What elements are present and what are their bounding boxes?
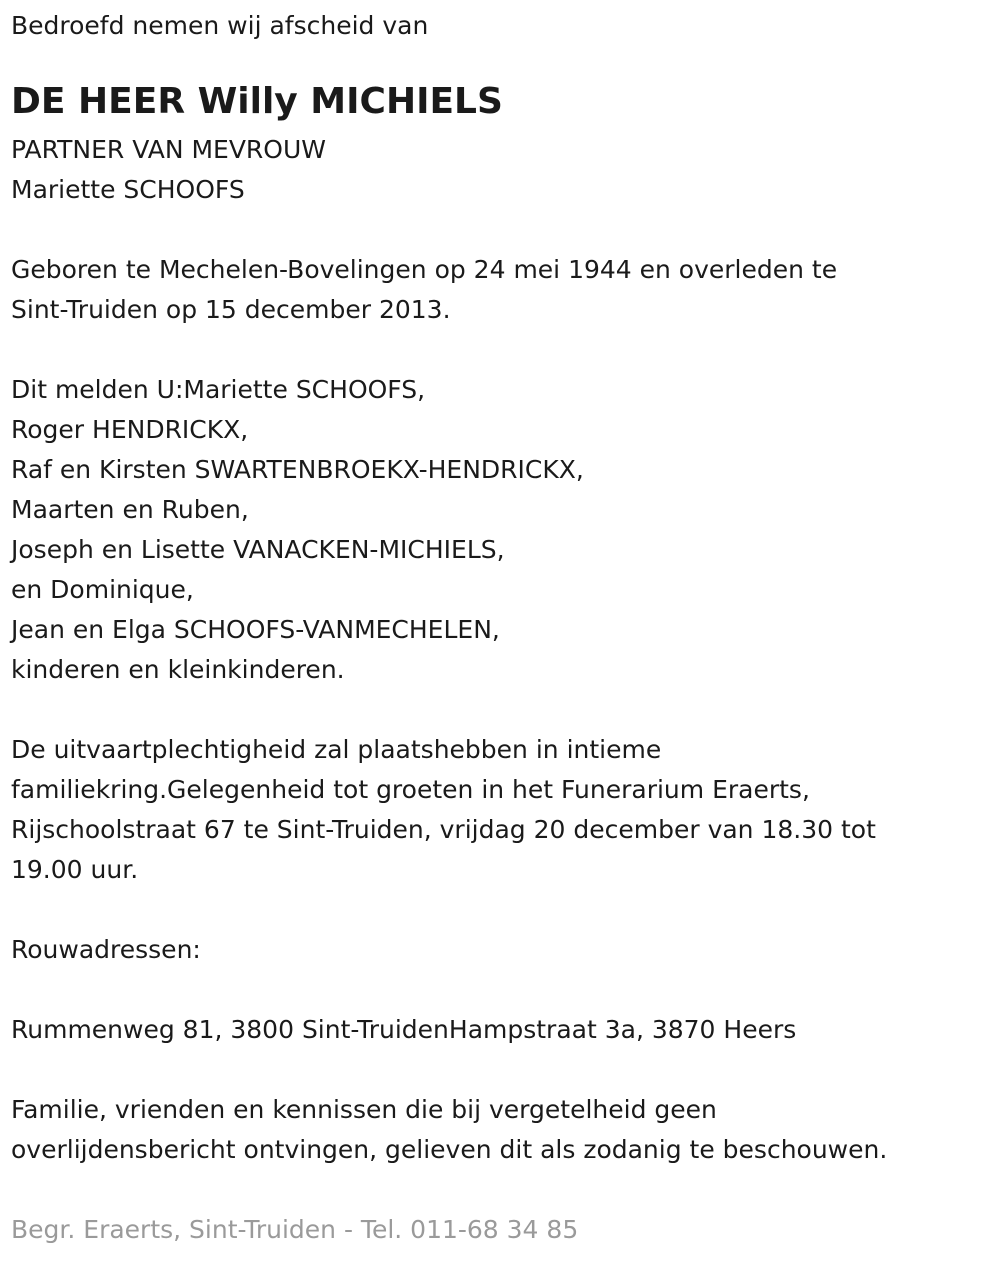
deceased-name: DE HEER Willy MICHIELS	[11, 81, 503, 122]
birth-death-line: Geboren te Mechelen-Bovelingen op 24 mei 1944 en overleden te	[11, 255, 838, 284]
announcers-block	[11, 370, 986, 690]
announcer-line: Maarten en Ruben,	[11, 495, 249, 524]
announcer-line: kinderen en kleinkinderen.	[11, 655, 345, 684]
partner-line: Mariette SCHOOFS	[11, 175, 245, 204]
partner-block	[11, 130, 986, 210]
spacer	[11, 690, 986, 730]
spacer	[11, 1170, 986, 1210]
ceremony-block	[11, 730, 986, 890]
notice-line: overlijdensbericht ontvingen, gelieven dit als zodanig te beschouwen.	[11, 1135, 888, 1164]
ceremony-line: familiekring.Gelegenheid tot groeten in het Funerarium Eraerts,	[11, 775, 810, 804]
mourning-heading: Rouwadressen:	[11, 935, 201, 964]
announcer-line: en Dominique,	[11, 575, 194, 604]
ceremony-line: De uitvaartplechtigheid zal plaatshebben in intieme	[11, 735, 662, 764]
obituary-document	[11, 0, 986, 1250]
birth-death-block	[11, 250, 986, 330]
intro-text: Bedroefd nemen wij afscheid van	[11, 11, 429, 40]
birth-death-line: Sint-Truiden op 15 december 2013.	[11, 295, 451, 324]
announcer-line: Jean en Elga SCHOOFS-VANMECHELEN,	[11, 615, 500, 644]
spacer	[11, 890, 986, 930]
ceremony-line: Rijschoolstraat 67 te Sint-Truiden, vrijdag 20 december van 18.30 tot	[11, 815, 876, 844]
spacer	[11, 330, 986, 370]
funeral-home-footer: Begr. Eraerts, Sint-Truiden - Tel. 011-68 34 85	[11, 1215, 579, 1244]
spacer	[11, 1050, 986, 1090]
announcer-line: Dit melden U:Mariette SCHOOFS,	[11, 375, 426, 404]
spacer	[11, 210, 986, 250]
announcer-line: Roger HENDRICKX,	[11, 415, 249, 444]
announcer-line: Joseph en Lisette VANACKEN-MICHIELS,	[11, 535, 505, 564]
announcer-line: Raf en Kirsten SWARTENBROEKX-HENDRICKX,	[11, 455, 584, 484]
partner-line: PARTNER VAN MEVROUW	[11, 135, 327, 164]
spacer	[11, 970, 986, 1010]
notice-line: Familie, vrienden en kennissen die bij vergetelheid geen	[11, 1095, 717, 1124]
mourning-addresses: Rummenweg 81, 3800 Sint-TruidenHampstraat 3a, 3870 Heers	[11, 1015, 797, 1044]
notice-block	[11, 1090, 986, 1170]
ceremony-line: 19.00 uur.	[11, 855, 139, 884]
